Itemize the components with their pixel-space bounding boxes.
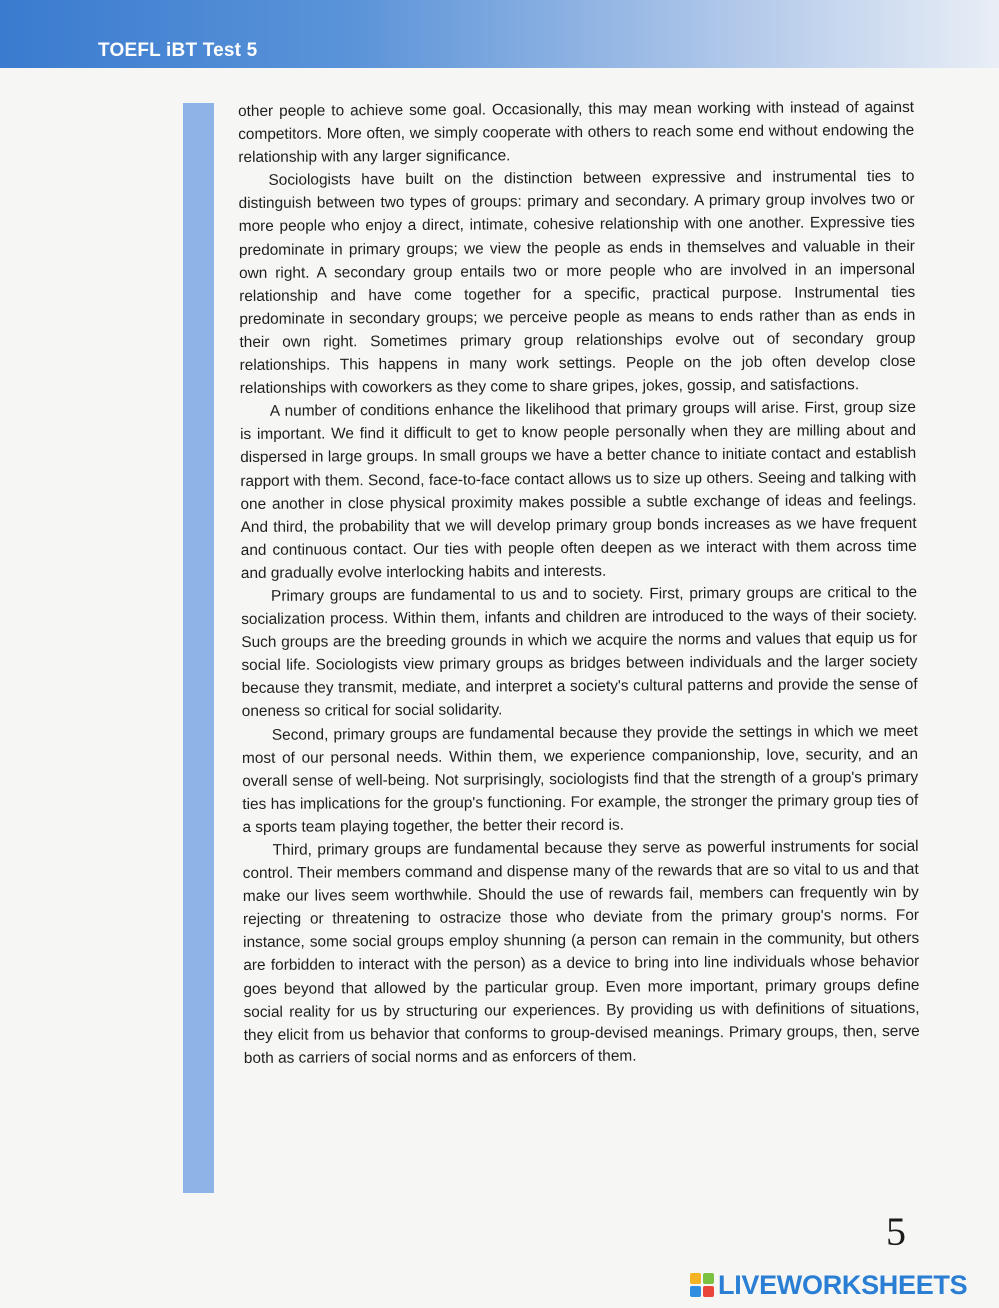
liveworksheets-watermark[interactable] [690,1269,967,1301]
passage-paragraph-3: A number of conditions enhance the likelihood that primary groups will arise. First, group size is important. We find it difficult to get to know people personally when they are milling about and dispersed in large groups. In small groups we have a better chance to initiate contact and establish rapport with them. Second, face-to-face contact allows us to size up others. Seeing and talking with one another in close physical proximity makes possible a subtle exchange of ideas and feelings. And third, the probability that we will develop primary group bonds increases as we have frequent and continuous contact. Our ties with people often deepen as we interact with them across time and gradually evolve interlocking habits and interests. [239,399,917,582]
passage-paragraph-4: Primary groups are fundamental to us and to society. First, primary groups are critical to the socialization process. Within them, infants and children are introduced to the ways of their society. Such groups are the breeding grounds in which we acquire the norms and values that equip us for social life. Sociologists view primary groups as bridges between individuals and the larger society because they transmit, mediate, and interpret a society's cultural patterns and provide the sense of oneness so critical for social solidarity. [241,583,918,721]
passage-paragraph-5: Second, primary groups are fundamental because they provide the settings in which we meet most of our personal needs. Within them, we experience companionship, love, security, and an overall sense of well-being. Not surprisingly, sociologists find that the strength of a group's primary ties has implications for the group's functioning. For example, the stronger the primary group ties of a sports team playing together, the better their record is. [241,722,919,836]
passage-paragraph-6: Third, primary groups are fundamental because they serve as powerful instruments for social control. Their members command and dispense many of the rewards that are so vital to us and that make our lives seem worthwhile. Should the use of rewards fail, members can frequently win by rejecting or threatening to ostracize those who deviate from the primary group's norms. For instance, some social groups employ shunning (a person can remain in the community, but others are forbidden to interact with the person) as a device to bring into line individuals whose behavior goes beyond that allowed by the particular group. Even more important, primary groups define social reality for us by structuring our experiences. By providing us with definitions of situations, they elicit from us behavior that conforms to group-devised meanings. Primary groups, then, serve both as carriers of social norms and as enforcers of them. [242,837,920,1067]
passage-paragraph-1: other people to achieve some goal. Occasionally, this may mean working with instead of against competitors. More often, we simply cooperate with others to reach some end without endowing the relationship with any larger significance. [238,98,915,167]
sidebar-accent-bar [183,103,214,1193]
page-number: 5 [886,1209,906,1254]
watermark-text: LIVEWORKSHEETS [718,1269,968,1300]
passage-paragraph-2: Sociologists have built on the distinction between expressive and instrumental ties to distinguish between two types of groups: primary and secondary. A primary group involves two or more people who enjoy a direct, intimate, cohesive relationship with one another. Expressive ties predominate in primary groups; we view the people as ends in themselves and valuable in their own right. A secondary group entails two or more people who are involved in an impersonal relationship and have come together for a specific, practical purpose. Instrumental ties predominate in secondary groups; we perceive people as means to ends rather than as ends in their own right. Sometimes primary group relationships evolve out of secondary group relationships. This happens in many work settings. People on the job often develop close relationships with coworkers as they come to share gripes, jokes, gossip, and satisfactions. [238,168,916,398]
test-title: TOEFL iBT Test 5 [98,40,258,61]
reading-passage [238,96,920,1070]
liveworksheets-logo-icon [690,1273,714,1297]
